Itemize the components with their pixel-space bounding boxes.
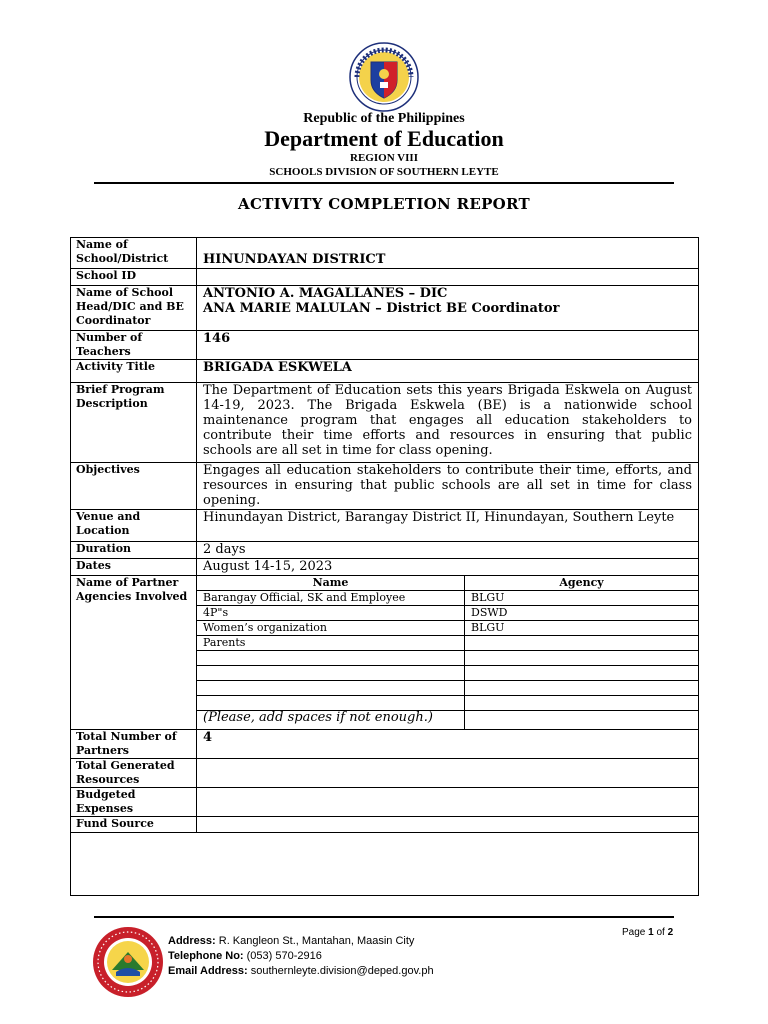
objectives-value: Engages all education stakeholders to contribute their time, efforts, and resources in ensuring that public schools are all set in time for class opening. [197,463,699,510]
table-row [71,331,699,360]
partner-name [197,651,465,666]
table-row [71,817,699,833]
table-row [71,730,699,759]
address-label: Address: [168,935,216,947]
partner-row [197,696,698,711]
table-row [71,759,699,788]
partner-name [197,666,465,681]
deped-seal-logo [349,42,419,112]
field-label: Total Generated Resources [71,759,197,788]
field-label: Name of School Head/DIC and BE Coordinator [71,286,197,331]
field-label: Objectives [71,463,197,510]
department-heading: Department of Education [264,126,504,151]
field-label: Activity Title [71,360,197,383]
budget-value [197,788,699,817]
table-row [71,833,699,896]
venue-value: Hinundayan District, Barangay District II, Hinundayan, Southern Leyte [197,510,699,542]
table-row [71,269,699,286]
field-label: Venue and Location [71,510,197,542]
program-description-value: The Department of Education sets this years Brigada Eskwela on August 14-19, 2023. The Brigada Eskwela (BE) is a nationwide school maintenance program that engages all education stakeholders to contribute their time efforts and resources in ensuring that public schools are all set in time for class opening. [197,383,699,463]
field-label: Budgeted Expenses [71,788,197,817]
partner-row [197,651,698,666]
report-title: ACTIVITY COMPLETION REPORT [238,195,530,213]
table-row [71,576,699,730]
field-label: Brief Program Description [71,383,197,463]
partner-agency [465,666,699,681]
partner-row [197,591,698,606]
table-row [71,238,699,269]
partner-name: Parents [197,636,465,651]
email-label: Email Address: [168,965,248,977]
table-row [71,463,699,510]
partners-cell [197,576,699,730]
page-of: of [656,927,665,938]
partner-name [197,681,465,696]
partner-agency [465,681,699,696]
division-heading: SCHOOLS DIVISION OF SOUTHERN LEYTE [269,166,499,178]
field-label: Fund Source [71,817,197,833]
table-row [71,383,699,463]
report-table [70,237,699,896]
partner-name: Barangay Official, SK and Employee [197,591,465,606]
dates-value: August 14-15, 2023 [197,559,699,576]
partners-table [197,576,698,729]
add-spaces-note: (Please, add spaces if not enough.) [197,711,465,730]
field-label: Name of Partner Agencies Involved [71,576,197,730]
fund-source-value [197,817,699,833]
partner-agency [465,651,699,666]
table-row [71,360,699,383]
division-seal-logo [92,926,164,998]
partner-agency-header: Agency [465,576,699,591]
address-value: R. Kangleon St., Mantahan, Maasin City [218,935,415,947]
partner-agency: DSWD [465,606,699,621]
table-row [71,542,699,559]
partner-name [197,696,465,711]
activity-title-value: BRIGADA ESKWELA [197,360,699,383]
school-id-value [197,269,699,286]
partner-row [197,681,698,696]
table-row [71,788,699,817]
teachers-value: 146 [197,331,699,360]
header-divider [94,182,674,184]
total-resources-value [197,759,699,788]
school-head-line-2: ANA MARIE MALULAN – District BE Coordinator [203,301,560,316]
footer-email [168,965,434,977]
footer-divider [94,916,674,918]
region-heading: REGION VIII [350,152,418,164]
footer-address [168,935,414,947]
email-value: southernleyte.division@deped.gov.ph [250,965,434,977]
page-word: Page [622,927,646,938]
blank-area [71,833,699,896]
page-current: 1 [648,927,654,938]
school-head-line-1: ANTONIO A. MAGALLANES – DIC [203,286,448,301]
table-row [71,559,699,576]
footer-phone [168,950,322,962]
partner-name: 4P"s [197,606,465,621]
partner-name-header: Name [197,576,465,591]
phone-label: Telephone No: [168,950,244,962]
partner-row [197,666,698,681]
school-district-value: HINUNDAYAN DISTRICT [197,238,699,269]
partner-row [197,636,698,651]
table-row [71,286,699,331]
field-label: Dates [71,559,197,576]
page-number [622,927,673,938]
page-total: 2 [667,927,674,938]
table-row [71,510,699,542]
field-label: Duration [71,542,197,559]
partner-agency [465,696,699,711]
partner-row [197,606,698,621]
partner-agency: BLGU [465,591,699,606]
partner-name: Women’s organization [197,621,465,636]
republic-heading: Republic of the Philippines [303,111,465,126]
field-label: Number of Teachers [71,331,197,360]
partner-agency [465,636,699,651]
phone-value: (053) 570-2916 [246,950,322,962]
field-label: School ID [71,269,197,286]
partner-agency: BLGU [465,621,699,636]
duration-value: 2 days [197,542,699,559]
field-label: Name of School/District [71,238,197,269]
total-partners-value: 4 [197,730,699,759]
field-label: Total Number of Partners [71,730,197,759]
school-head-value [197,286,699,331]
partner-agency [465,711,699,730]
partner-row [197,621,698,636]
